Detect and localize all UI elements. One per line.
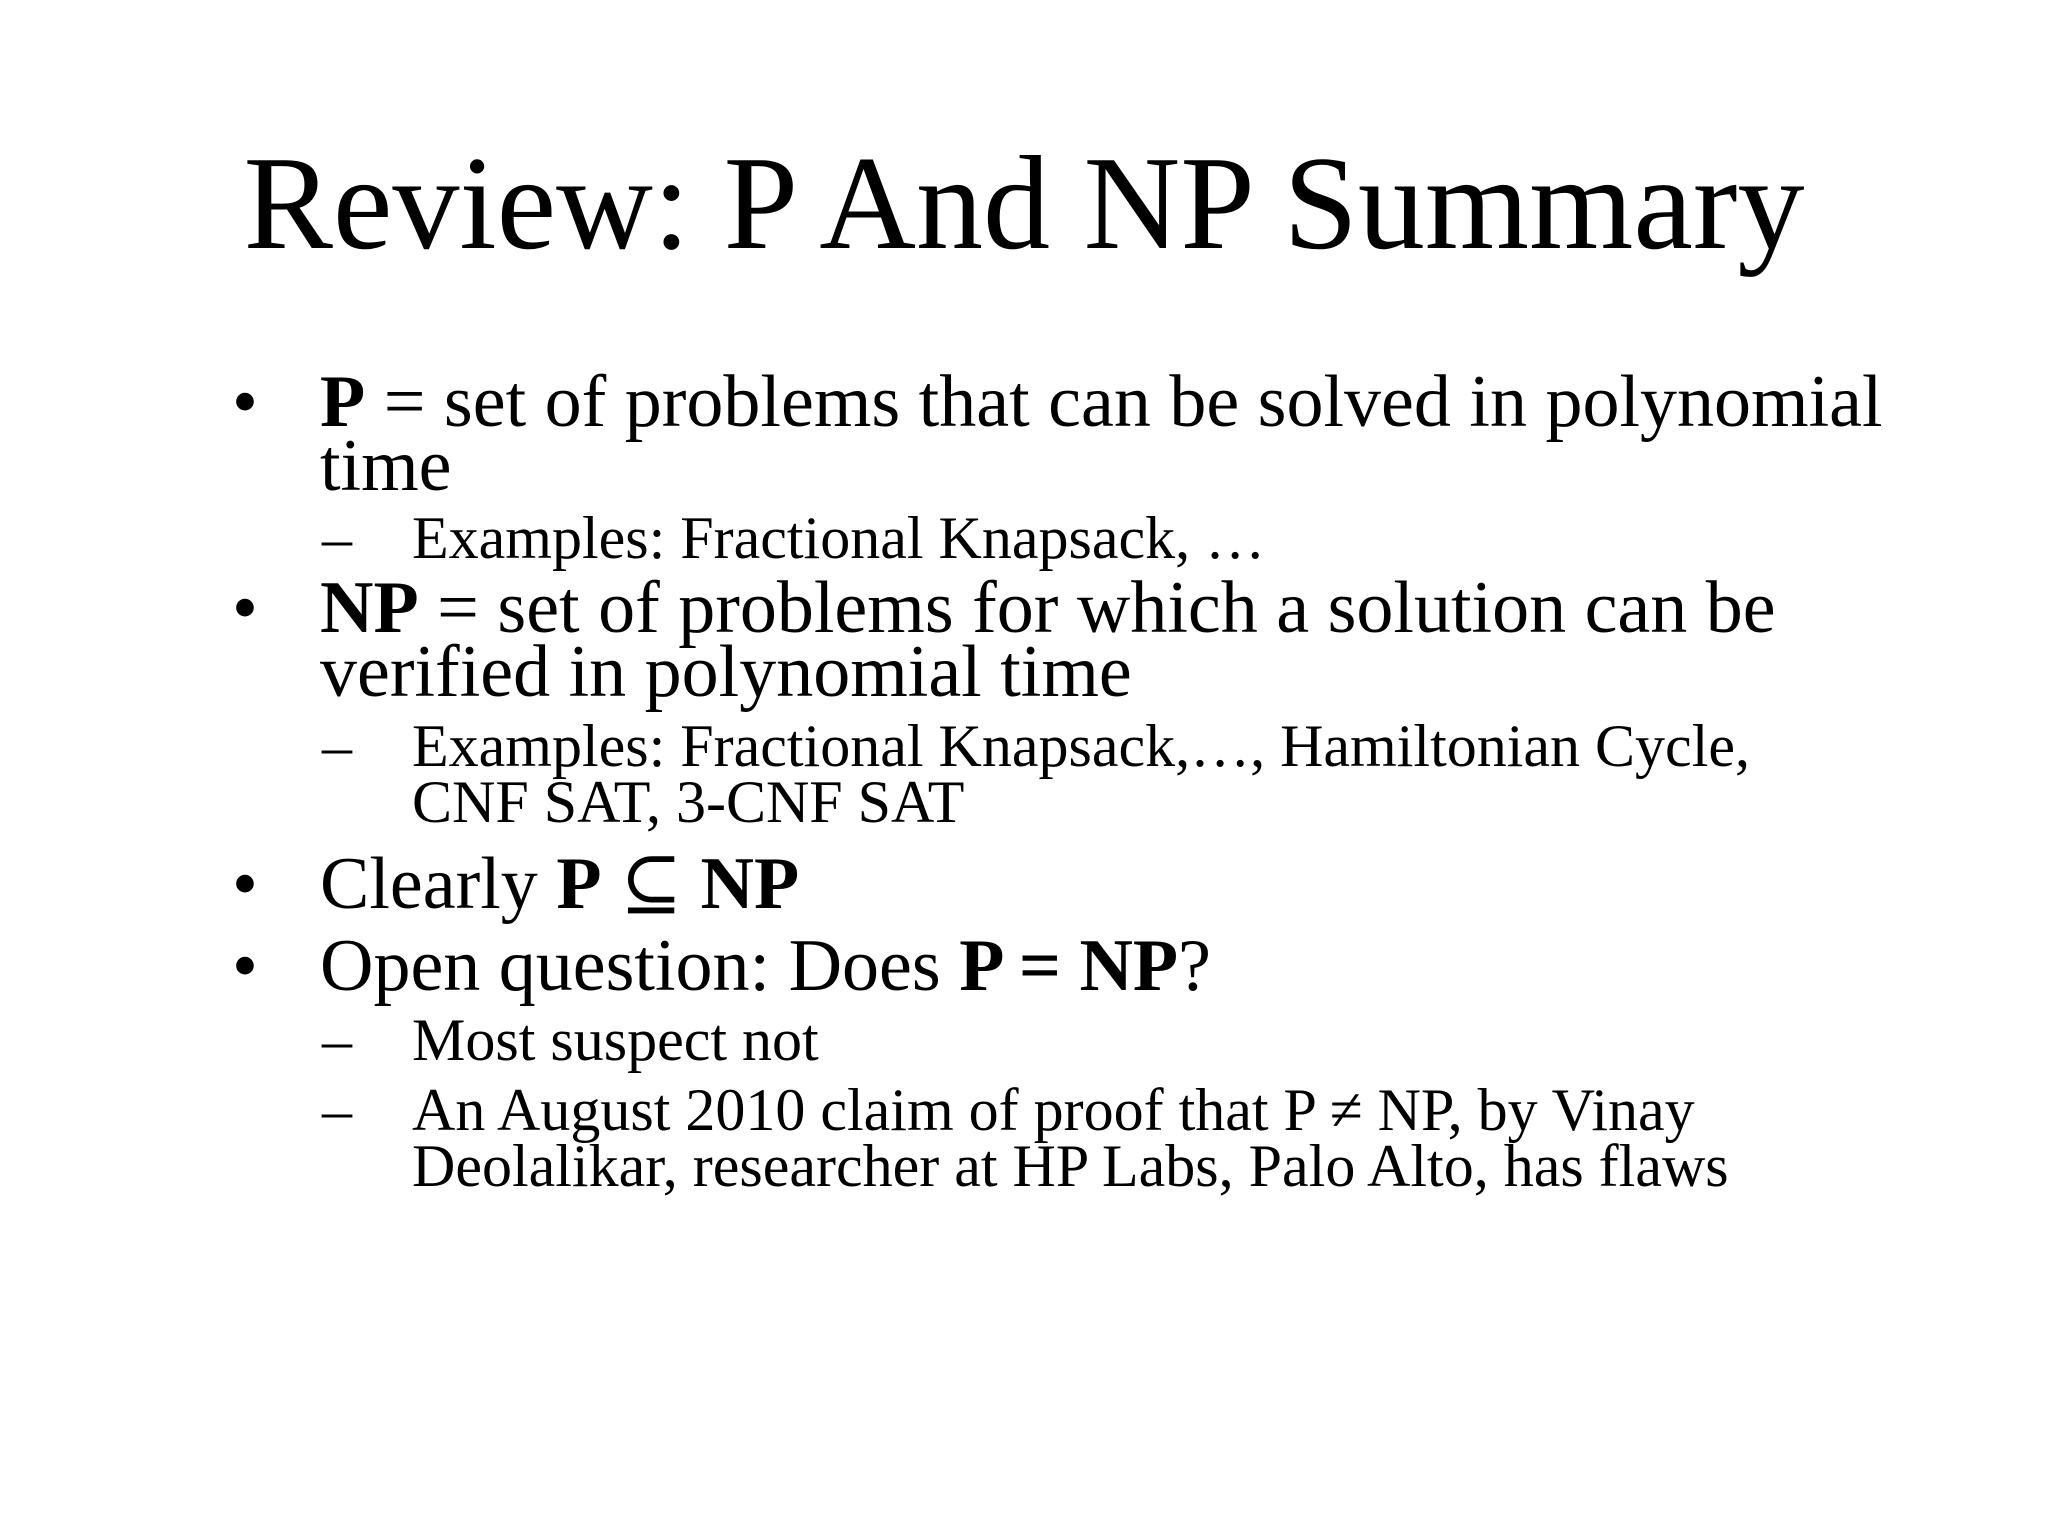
dash-glyph: – bbox=[322, 1077, 352, 1143]
bullet-text: Open question: Does bbox=[320, 925, 960, 1007]
bullet-glyph: • bbox=[232, 843, 258, 925]
bullet-p-definition bbox=[232, 361, 2012, 507]
bullet-text: = set of problems for which a solution can be bbox=[418, 567, 1776, 649]
bullet-np-definition bbox=[232, 567, 2012, 713]
bullet-glyph: • bbox=[232, 925, 258, 1007]
sub-bullet-np-examples bbox=[232, 713, 2012, 835]
bullet-glyph: • bbox=[232, 567, 258, 649]
slide-title: Review: P And NP Summary bbox=[243, 129, 1805, 277]
sub-bullet-text: CNF SAT, 3-CNF SAT bbox=[412, 769, 965, 835]
sub-bullet-text: Examples: Fractional Knapsack, … bbox=[412, 505, 1266, 571]
bullet-text: = set of problems that can be solved in polynomial bbox=[365, 361, 1883, 443]
bullet-glyph: • bbox=[232, 361, 258, 443]
bullet-line bbox=[320, 843, 2012, 925]
dash-glyph: – bbox=[322, 505, 352, 571]
slide-body bbox=[232, 361, 2012, 1199]
term-p: P bbox=[556, 843, 602, 925]
term-p-equals-np: P = NP bbox=[959, 925, 1179, 1007]
term-np: NP bbox=[700, 843, 800, 925]
sub-bullet-p-examples bbox=[232, 505, 2012, 571]
bullet-line: verified in polynomial time bbox=[320, 631, 1132, 713]
subset-symbol: ⊆ bbox=[601, 843, 701, 925]
sub-bullet-text: An August 2010 claim of proof that P ≠ NP, by Vinay bbox=[412, 1077, 1695, 1143]
bullet-open-question bbox=[232, 925, 2012, 1007]
sub-bullet-text: Deolalikar, researcher at HP Labs, Palo Alto, has flaws bbox=[412, 1133, 1729, 1199]
bullet-p-subset-np bbox=[232, 843, 2012, 925]
dash-glyph: – bbox=[322, 713, 352, 779]
dash-glyph: – bbox=[322, 1007, 352, 1073]
sub-bullet-most-suspect bbox=[232, 1007, 2012, 1073]
sub-bullet-text: Examples: Fractional Knapsack,…, Hamiltonian Cycle, bbox=[412, 713, 1750, 779]
bullet-line: time bbox=[320, 425, 452, 507]
bullet-line bbox=[320, 925, 2012, 1007]
sub-bullet-deolalikar-claim bbox=[232, 1077, 2012, 1199]
sub-bullet-text: Most suspect not bbox=[412, 1007, 819, 1073]
term-np: NP bbox=[320, 567, 419, 649]
bullet-text: Clearly bbox=[320, 843, 557, 925]
bullet-text: ? bbox=[1178, 925, 1211, 1007]
bullet-line bbox=[320, 361, 2012, 443]
term-p: P bbox=[320, 361, 366, 443]
